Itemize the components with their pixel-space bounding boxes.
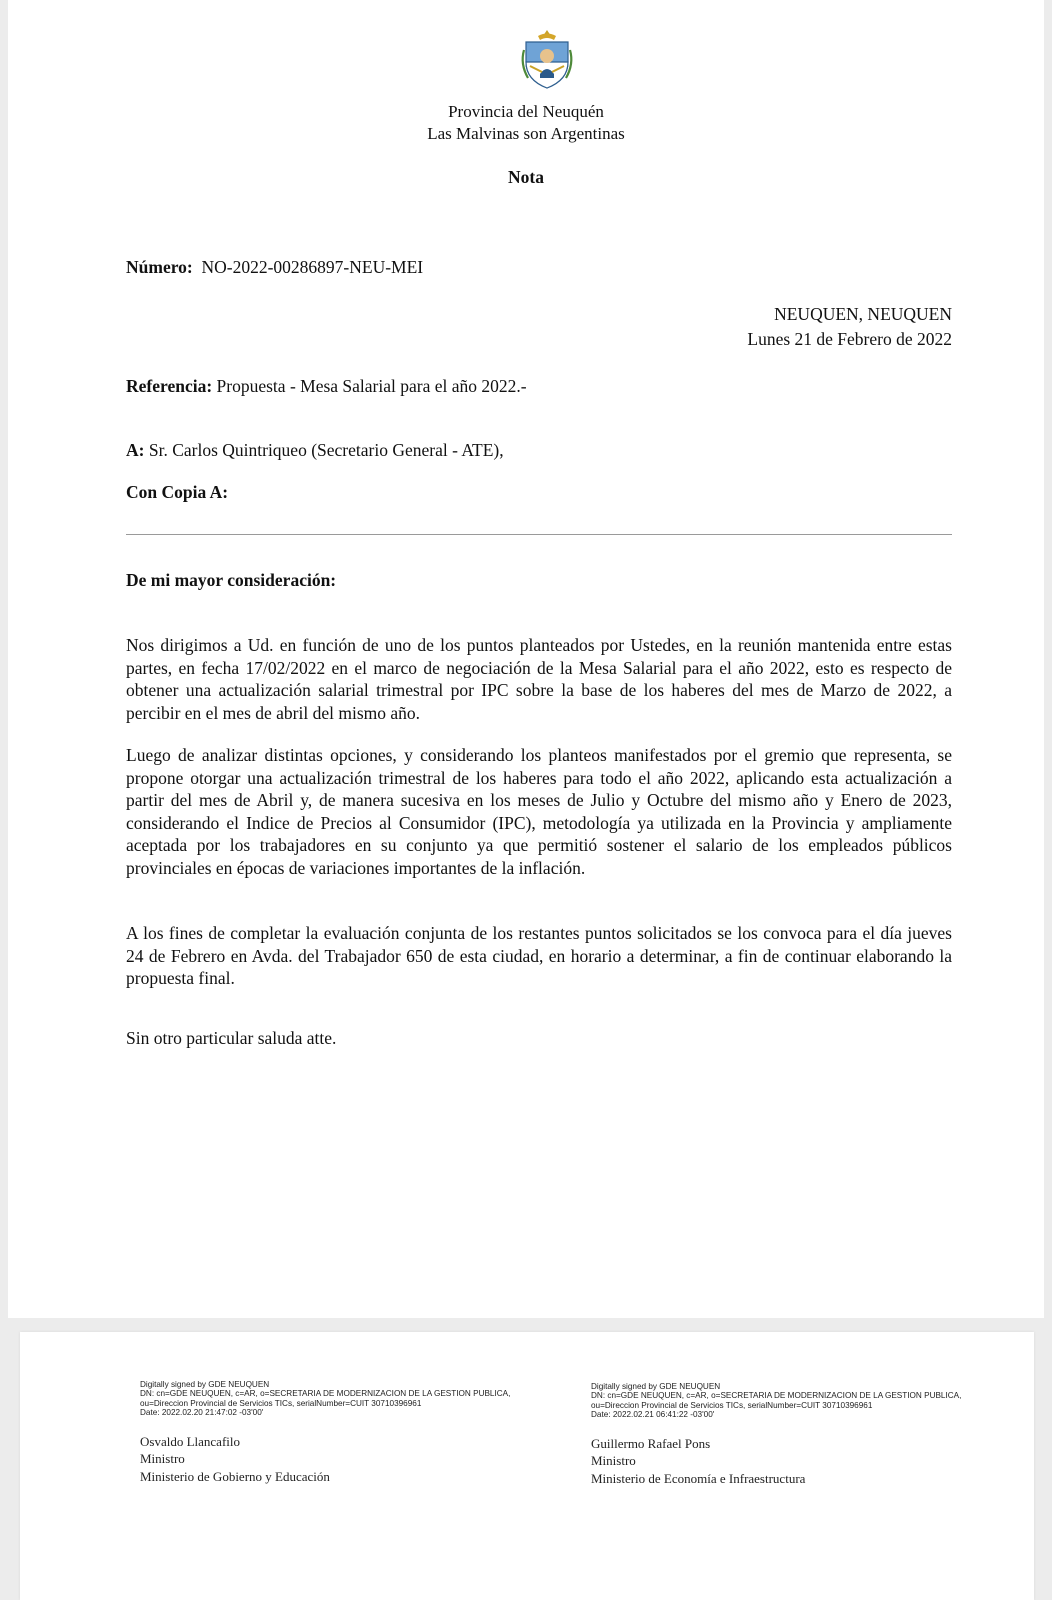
document-type: Nota	[508, 167, 544, 187]
place-city: NEUQUEN, NEUQUEN	[774, 304, 952, 324]
carbon-copy-label: Con Copia A:	[126, 482, 229, 502]
signer-ministry: Ministerio de Gobierno y Educación	[140, 1468, 330, 1484]
header-province: Provincia del Neuquén	[448, 102, 604, 121]
signature-cert-date: Date: 2022.02.21 06:41:22 -03'00'	[591, 1410, 715, 1420]
number-value: NO-2022-00286897-NEU-MEI	[201, 257, 424, 277]
recipient	[126, 440, 504, 461]
provincial-seal-icon	[518, 28, 576, 90]
place-date: Lunes 21 de Febrero de 2022	[747, 329, 952, 349]
salutation: De mi mayor consideración:	[126, 570, 337, 590]
signer-ministry: Ministerio de Economía e Infraestructura	[591, 1470, 806, 1486]
signature-cert-line: Digitally signed by GDE NEUQUEN	[140, 1380, 270, 1389]
document-number	[126, 257, 423, 278]
document-page	[8, 0, 1044, 1318]
body-paragraph: Luego de analizar distintas opciones, y considerando los planteos manifestados por el gremio que representa, se propone otorgar una actualización trimestral de los haberes para todo el año 2022, aplicando esta actualización a partir del mes de Abril y, de manera sucesiva en los meses de Julio y Octubre del mismo año y Enero de 2023, considerando el Indice de Precios al Consumidor (IPC), metodología ya utilizada en la Provincia y ampliamente aceptada por los trabajadores en su conjunto ya que permitió sostener el salario de los empleados públicos provinciales en épocas de variaciones importantes de la inflación.	[126, 745, 952, 878]
signer-info	[591, 1435, 1011, 1488]
signature-block	[140, 1380, 560, 1485]
recipient-label: A:	[126, 440, 145, 460]
reference-value: Propuesta - Mesa Salarial para el año 2022.-	[216, 376, 527, 396]
signer-info	[140, 1433, 560, 1486]
signer-name: Guillermo Rafael Pons	[591, 1435, 711, 1451]
signature-cert-line: DN: cn=GDE NEUQUEN, c=AR, o=SECRETARIA DE MODERNIZACION DE LA GESTION PUBLICA,	[591, 1391, 962, 1401]
body-paragraph: Nos dirigimos a Ud. en función de uno de los puntos planteados por Ustedes, en la reunión mantenida entre estas partes, en fecha 17/02/2022 en el marco de negociación de la Mesa Salarial para el año 2022, esto es respecto de obtener una actualización salarial trimestral por IPC sobre la base de los haberes del mes de Marzo de 2022, a percibir en el mes de abril del mismo año.	[126, 635, 952, 723]
signature-page	[20, 1332, 1034, 1600]
divider	[126, 534, 952, 535]
closing: Sin otro particular saluda atte.	[126, 1028, 337, 1048]
carbon-copy	[126, 482, 228, 503]
signature-block	[591, 1382, 1011, 1487]
signature-cert-line: DN: cn=GDE NEUQUEN, c=AR, o=SECRETARIA DE MODERNIZACION DE LA GESTION PUBLICA,	[140, 1389, 511, 1399]
signature-cert-line: ou=Direccion Provincial de Servicios TICs, serialNumber=CUIT 30710396961	[591, 1400, 873, 1410]
signer-role: Ministro	[140, 1451, 185, 1467]
signature-cert-line: ou=Direccion Provincial de Servicios TICs, serialNumber=CUIT 30710396961	[140, 1398, 422, 1408]
header-motto: Las Malvinas son Argentinas	[427, 124, 625, 143]
signer-name: Osvaldo Llancafilo	[140, 1433, 240, 1449]
number-label: Número:	[126, 257, 193, 277]
reference	[126, 376, 527, 397]
recipient-value: Sr. Carlos Quintriqueo (Secretario General - ATE),	[148, 440, 504, 460]
signature-cert-line: Digitally signed by GDE NEUQUEN	[591, 1382, 721, 1391]
signer-role: Ministro	[591, 1453, 636, 1469]
body-paragraph: A los fines de completar la evaluación conjunta de los restantes puntos solicitados se los convoca para el día jueves 24 de Febrero en Avda. del Trabajador 650 de esta ciudad, en horario a determinar, a fin de continuar elaborando la propuesta final.	[126, 923, 952, 989]
reference-label: Referencia:	[126, 376, 213, 396]
signature-cert-date: Date: 2022.02.20 21:47:02 -03'00'	[140, 1408, 264, 1418]
